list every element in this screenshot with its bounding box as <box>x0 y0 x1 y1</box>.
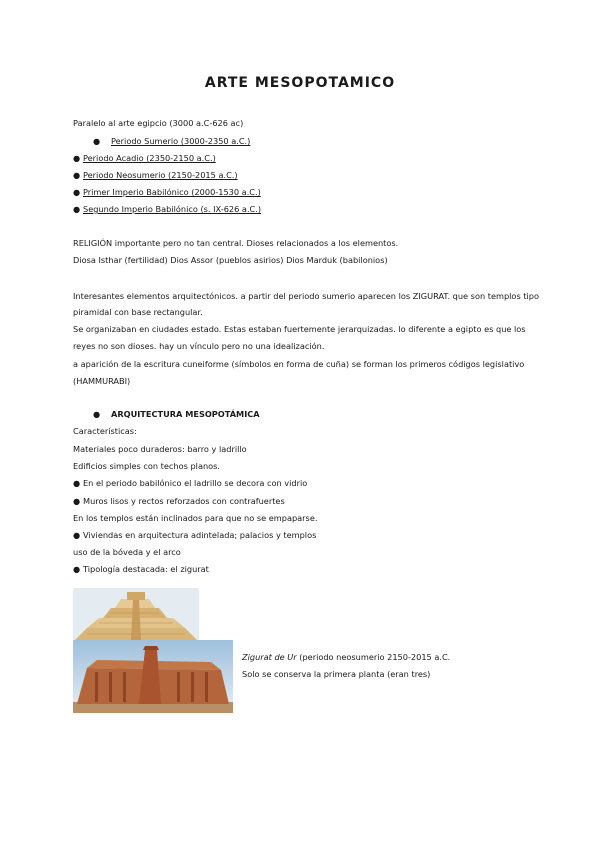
architecture-paragraph: a aparición de la escritura cuneiforme (símbolos en forma de cuña) se forman los primeros códigos legislativo <box>73 359 525 369</box>
ziggurat-of-ur-image <box>73 640 233 713</box>
image-caption-line2: Solo se conserva la primera planta (eran tres) <box>242 669 431 679</box>
architecture-paragraph: (HAMMURABI) <box>73 376 131 386</box>
period-item: ● Periodo Acadio (2350-2150 a.C.) <box>73 153 216 163</box>
image-caption <box>242 652 450 662</box>
period-item: ● Primer Imperio Babilónico (2000-1530 a.C.) <box>73 187 261 197</box>
characteristic-line: En los templos están inclinados para que no se empaparse. <box>73 513 318 523</box>
bullet-icon: ● <box>93 136 101 146</box>
period-item: ● Periodo Sumerio (3000-2350 a.C.) <box>93 136 251 146</box>
bullet-icon: ● <box>73 564 81 574</box>
section-heading: ● ARQUITECTURA MESOPOTÁMICA <box>93 409 260 419</box>
bullet-icon: ● <box>73 496 81 506</box>
characteristic-item: ● Tipología destacada: el zigurat <box>73 564 209 574</box>
intro-text: Paralelo al arte egipcio (3000 a.C-626 ac) <box>73 118 244 128</box>
bullet-icon: ● <box>73 478 81 488</box>
characteristics-label: Características: <box>73 426 137 436</box>
ziggurat-reconstruction-image <box>73 588 199 640</box>
ziggurat-illustration <box>73 588 199 640</box>
bullet-icon: ● <box>73 187 81 197</box>
architecture-paragraph: Interesantes elementos arquitectónicos. a partir del periodo sumerio aparecen los ZIGURAT. que son templos tipo <box>73 291 540 301</box>
characteristic-item: ● En el periodo babilónico el ladrillo se decora con vidrio <box>73 478 308 488</box>
bullet-icon: ● <box>93 409 101 419</box>
caption-title: Zigurat de Ur <box>242 652 297 662</box>
ziggurat-photo-illustration <box>73 640 233 713</box>
architecture-paragraph: piramidal con base rectangular. <box>73 307 203 317</box>
religion-text: RELIGIÓN importante pero no tan central. Dioses relacionados a los elementos. <box>73 238 399 248</box>
characteristic-line: Materiales poco duraderos: barro y ladrillo <box>73 444 247 454</box>
religion-text: Diosa Isthar (fertilidad) Dios Assor (pueblos asirios) Dios Marduk (babilonios) <box>73 255 388 265</box>
architecture-paragraph: Se organizaban en ciudades estado. Estas estaban fuertemente jerarquizadas. lo diferente a egipto es que los <box>73 324 526 334</box>
characteristic-item: ● Muros lisos y rectos reforzados con contrafuertes <box>73 496 285 506</box>
bullet-icon: ● <box>73 170 81 180</box>
characteristic-item: ● Viviendas en arquitectura adintelada; palacios y templos <box>73 530 317 540</box>
architecture-paragraph: reyes no son dioses. hay un vínculo pero no una idealización. <box>73 341 325 351</box>
bullet-icon: ● <box>73 204 81 214</box>
period-item: ● Periodo Neosumerio (2150-2015 a.C.) <box>73 170 238 180</box>
period-item: ● Segundo Imperio Babilónico (s. IX-626 a.C.) <box>73 204 262 214</box>
characteristic-line: uso de la bóveda y el arco <box>73 547 181 557</box>
caption-detail: (periodo neosumerio 2150-2015 a.C. <box>296 652 451 662</box>
bullet-icon: ● <box>73 530 81 540</box>
bullet-icon: ● <box>73 153 81 163</box>
characteristic-line: Edificios simples con techos planos. <box>73 461 221 471</box>
page-title: ARTE MESOPOTAMICO <box>204 75 396 91</box>
